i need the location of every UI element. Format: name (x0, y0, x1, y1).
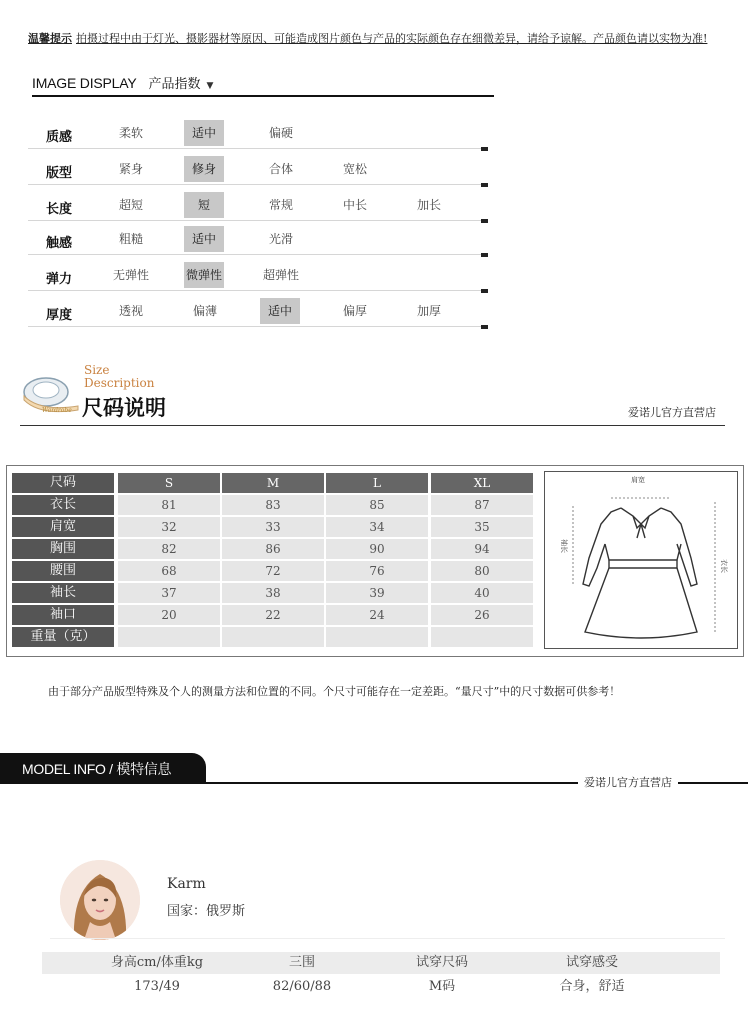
tape-measure-icon (20, 366, 80, 414)
size-header: M (222, 473, 324, 493)
measurement-value: 22 (222, 605, 324, 625)
attribute-option: 宽松 (342, 162, 367, 176)
row-end-marker (481, 147, 488, 151)
attribute-option: 超短 (118, 198, 143, 212)
measurement-value: 26 (431, 605, 533, 625)
size-header: XL (431, 473, 533, 493)
notice (28, 30, 707, 46)
store-name: 爱诺儿官方直营店 (628, 406, 716, 419)
measurement-value (326, 627, 428, 647)
measurement-value (222, 627, 324, 647)
measurement-label: 肩宽 (12, 517, 114, 537)
measurement-value: 33 (222, 517, 324, 537)
measurement-value: 80 (431, 561, 533, 581)
attribute-option: 中长 (342, 198, 367, 212)
model-stats-header (42, 952, 720, 974)
model-info-tab (0, 753, 206, 783)
model-name: Karm (167, 876, 206, 892)
attribute-option: 粗糙 (118, 232, 143, 246)
stat-header: 试穿尺码 (415, 955, 468, 970)
measurement-label: 衣长 (12, 495, 114, 515)
diagram-shoulder-label: 肩宽 (631, 476, 645, 484)
stat-value: 82/60/88 (272, 979, 332, 994)
size-header-label: 尺码 (12, 473, 114, 493)
diagram-sleeve-label: 袖长 (560, 539, 568, 553)
attribute-option: 透视 (118, 304, 143, 318)
measurement-value: 37 (118, 583, 220, 603)
attribute-option-selected: 适中 (184, 120, 224, 146)
attribute-option: 合体 (268, 162, 293, 176)
measurement-value: 90 (326, 539, 428, 559)
measurement-value: 83 (222, 495, 324, 515)
measurement-value: 85 (326, 495, 428, 515)
measurement-label: 重量（克） (12, 627, 114, 647)
measurement-value: 72 (222, 561, 324, 581)
attribute-option-selected: 修身 (184, 156, 224, 182)
measurement-value (118, 627, 220, 647)
attribute-label: 触感 (46, 236, 73, 251)
attribute-label: 质感 (46, 130, 73, 145)
measurement-value: 40 (431, 583, 533, 603)
image-display-header (32, 73, 494, 97)
attribute-row (28, 118, 488, 149)
row-end-marker (481, 219, 488, 223)
measurement-value: 24 (326, 605, 428, 625)
measurement-value: 86 (222, 539, 324, 559)
attribute-row (28, 224, 488, 255)
row-end-marker (481, 183, 488, 187)
measurement-label: 袖口 (12, 605, 114, 625)
attribute-option: 偏薄 (192, 304, 217, 318)
attribute-option: 无弹性 (112, 268, 149, 282)
attribute-option-selected: 微弹性 (184, 262, 224, 288)
stat-value: 合身，舒适 (559, 979, 625, 994)
measurement-value: 87 (431, 495, 533, 515)
stat-value: 173/49 (134, 979, 180, 994)
stat-header: 试穿感受 (565, 955, 618, 970)
attribute-option: 偏厚 (342, 304, 367, 318)
notice-label: 温馨提示 (28, 32, 72, 45)
measurement-value: 32 (118, 517, 220, 537)
attribute-option: 常规 (268, 198, 293, 212)
measurement-value: 68 (118, 561, 220, 581)
product-index-label: 产品指数 (148, 77, 201, 92)
model-stats-values (42, 976, 720, 998)
size-title: 尺码说明 (82, 396, 166, 420)
row-end-marker (481, 253, 488, 257)
attribute-label: 长度 (46, 202, 73, 217)
dress-diagram (544, 471, 738, 649)
stat-header: 身高cm/体重kg (110, 955, 204, 970)
measurement-label: 袖长 (12, 583, 114, 603)
svg-text:Wardrobe: Wardrobe (42, 407, 72, 414)
attribute-option: 光滑 (268, 232, 293, 246)
attribute-option: 柔软 (118, 126, 143, 140)
measurement-value: 81 (118, 495, 220, 515)
measurement-disclaimer: 由于部分产品版型特殊及个人的测量方法和位置的不同。个尺寸可能存在一定差距。“量尺寸”中的尺寸数据可供参考！ (48, 685, 621, 698)
attribute-option-selected: 适中 (184, 226, 224, 252)
attribute-row (28, 260, 488, 291)
attribute-row (28, 296, 488, 327)
attribute-row (28, 190, 488, 221)
model-info-title: MODEL INFO / 模特信息 (22, 761, 172, 777)
attribute-option-selected: 适中 (260, 298, 300, 324)
divider (20, 425, 725, 426)
measurement-value: 82 (118, 539, 220, 559)
attribute-row (28, 154, 488, 185)
measurement-value: 20 (118, 605, 220, 625)
diagram-length-label: 衣长 (720, 559, 728, 573)
attribute-option-selected: 短 (184, 192, 224, 218)
stat-value: M码 (428, 979, 456, 994)
measurement-value: 35 (431, 517, 533, 537)
attribute-option: 偏硬 (268, 126, 293, 140)
attribute-option: 加长 (416, 198, 441, 212)
size-description-en: Size Description (84, 363, 155, 390)
store-name: 爱诺儿官方直营店 (578, 774, 678, 790)
measurement-value (431, 627, 533, 647)
attribute-label: 弹力 (46, 272, 73, 287)
measurement-label: 腰围 (12, 561, 114, 581)
attribute-option: 紧身 (118, 162, 143, 176)
measurement-label: 胸围 (12, 539, 114, 559)
model-avatar (60, 860, 140, 940)
image-display-title: IMAGE DISPLAY (32, 75, 137, 91)
attribute-option: 加厚 (416, 304, 441, 318)
attribute-option: 超弹性 (262, 268, 299, 282)
model-country: 国家：俄罗斯 (167, 904, 246, 919)
attribute-label: 厚度 (46, 308, 73, 323)
attribute-label: 版型 (46, 166, 73, 181)
measurement-value: 38 (222, 583, 324, 603)
size-header: L (326, 473, 428, 493)
size-header: S (118, 473, 220, 493)
notice-text: 拍摄过程中由于灯光、摄影器材等原因、可能造成图片颜色与产品的实际颜色存在细微差异，请给予谅解。产品颜色请以实物为准! (76, 32, 708, 45)
dropdown-arrow-icon: ▼ (206, 81, 214, 91)
measurement-value: 39 (326, 583, 428, 603)
stat-header: 三围 (288, 955, 315, 970)
row-end-marker (481, 289, 488, 293)
measurement-value: 94 (431, 539, 533, 559)
measurement-value: 34 (326, 517, 428, 537)
row-end-marker (481, 325, 488, 329)
measurement-value: 76 (326, 561, 428, 581)
divider (50, 938, 725, 939)
